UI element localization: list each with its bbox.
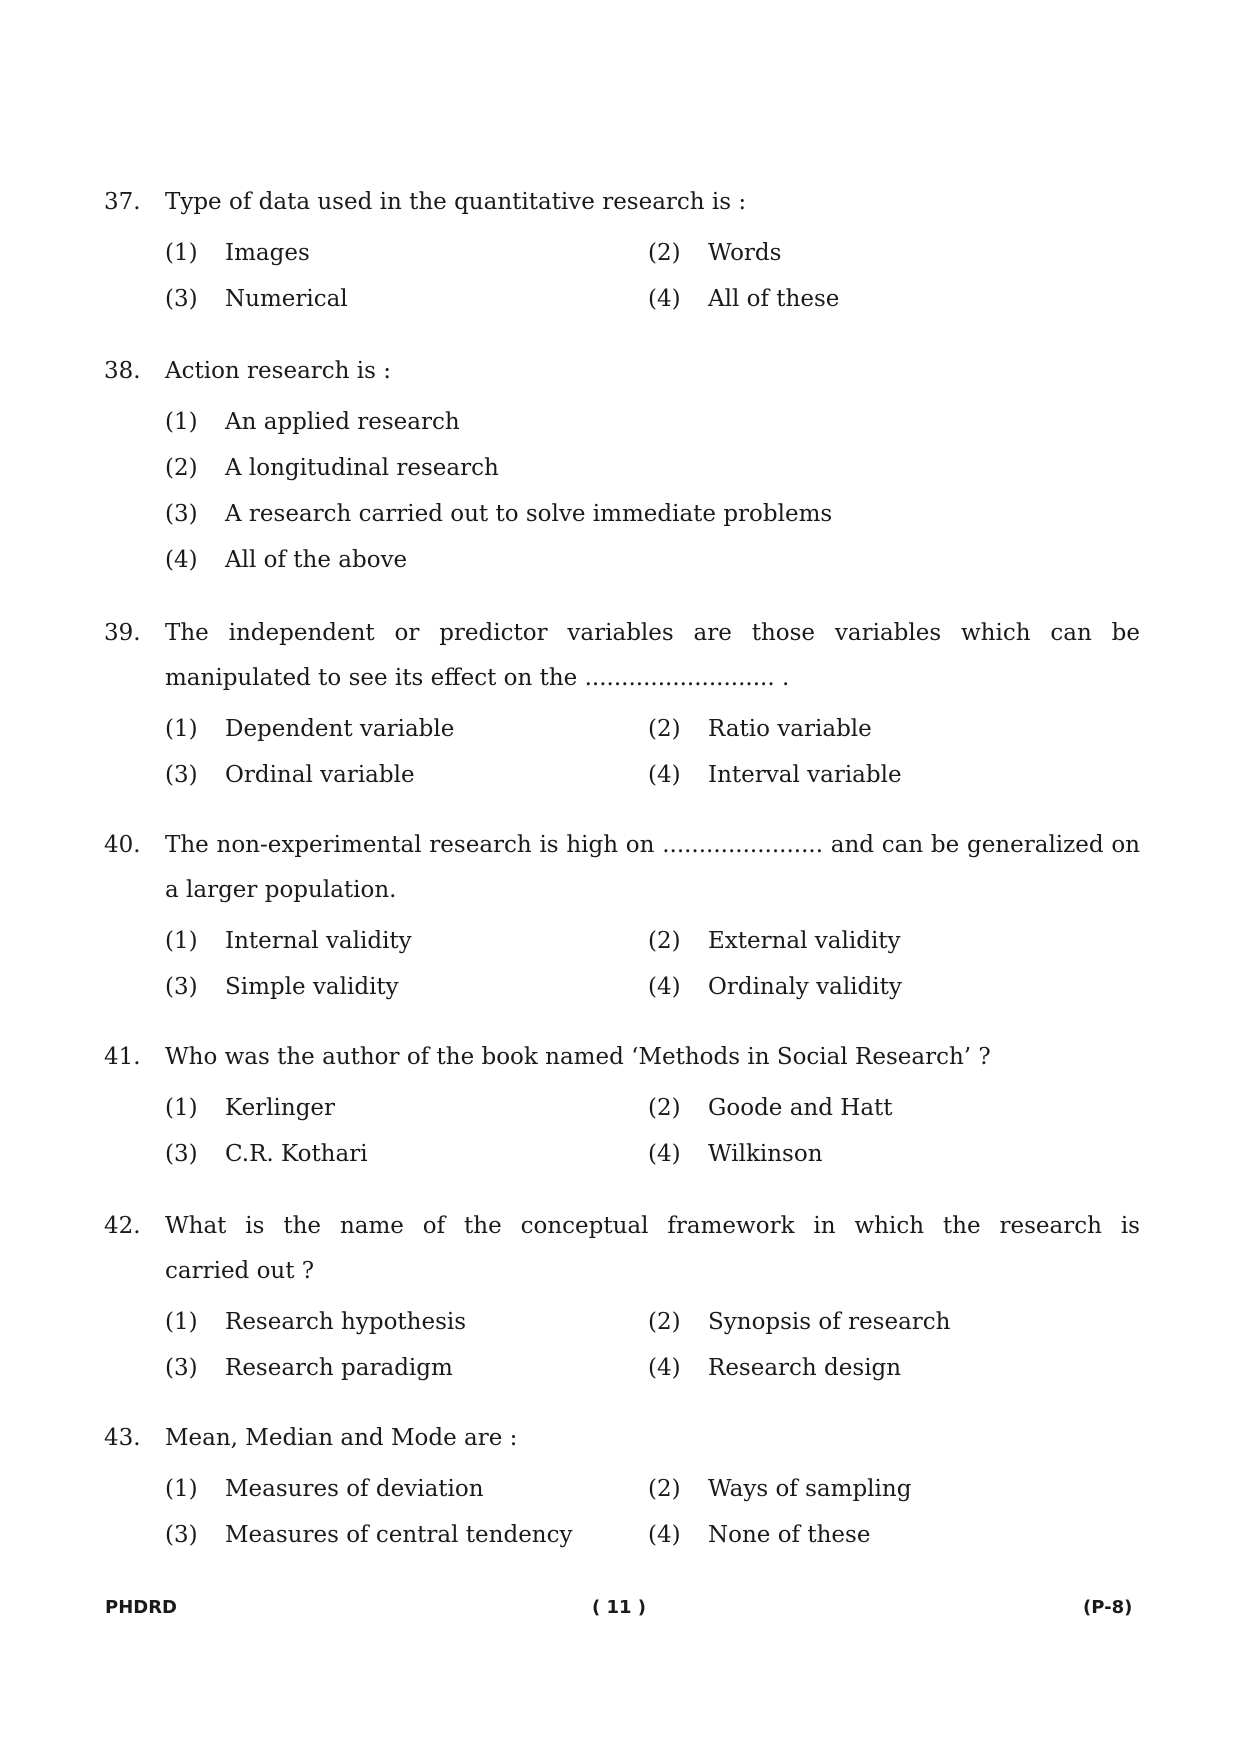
option-text: Ordinal variable <box>225 762 415 788</box>
option-number: (3) <box>165 1141 198 1167</box>
question-37 <box>0 180 1241 312</box>
option-number: (4) <box>648 1141 681 1167</box>
option-text: Ratio variable <box>708 716 872 742</box>
option-number: (2) <box>165 455 198 481</box>
question-text-line-1: The non-experimental research is high on ...................... and can be generalized on <box>165 832 1140 858</box>
footer-code: PHDRD <box>105 1597 177 1618</box>
question-text-line-2: a larger population. <box>165 877 397 903</box>
option-number: (2) <box>648 240 681 266</box>
option-text: Interval variable <box>708 762 902 788</box>
option-number: (1) <box>165 1095 198 1121</box>
option-text: An applied research <box>225 409 460 435</box>
option-text: Words <box>708 240 782 266</box>
option-text: Research hypothesis <box>225 1309 467 1335</box>
option-number: (4) <box>648 974 681 1000</box>
option-number: (1) <box>165 716 198 742</box>
option-text: Wilkinson <box>708 1141 823 1167</box>
option-text: All of these <box>708 286 840 312</box>
option-text: External validity <box>708 928 901 954</box>
question-number: 43. <box>104 1425 141 1451</box>
option-number: (2) <box>648 1309 681 1335</box>
option-number: (2) <box>648 928 681 954</box>
option-number: (3) <box>165 974 198 1000</box>
question-number: 38. <box>104 358 141 384</box>
question-43 <box>0 1416 1241 1548</box>
option-text: C.R. Kothari <box>225 1141 368 1167</box>
question-number: 42. <box>104 1213 141 1239</box>
option-text: Simple validity <box>225 974 399 1000</box>
option-number: (1) <box>165 1476 198 1502</box>
question-text: Action research is : <box>165 358 392 384</box>
option-number: (4) <box>648 286 681 312</box>
option-text: None of these <box>708 1522 871 1548</box>
option-text: Synopsis of research <box>708 1309 951 1335</box>
option-number: (1) <box>165 240 198 266</box>
option-number: (1) <box>165 1309 198 1335</box>
question-text: Who was the author of the book named ‘Methods in Social Research’ ? <box>165 1044 991 1070</box>
question-text: Type of data used in the quantitative research is : <box>165 189 747 215</box>
option-number: (4) <box>165 547 198 573</box>
option-text: Goode and Hatt <box>708 1095 893 1121</box>
option-text: Research paradigm <box>225 1355 453 1381</box>
question-number: 39. <box>104 620 141 646</box>
footer-set-code: (P-8) <box>1083 1597 1133 1618</box>
question-text-line-2: manipulated to see its effect on the .......................... . <box>165 665 790 691</box>
option-number: (1) <box>165 928 198 954</box>
option-number: (3) <box>165 762 198 788</box>
question-text-line-2: carried out ? <box>165 1258 315 1284</box>
option-text: Dependent variable <box>225 716 455 742</box>
option-number: (4) <box>648 1355 681 1381</box>
question-40 <box>0 823 1241 1000</box>
option-number: (4) <box>648 762 681 788</box>
option-text: A longitudinal research <box>225 455 499 481</box>
question-number: 37. <box>104 189 141 215</box>
option-text: Images <box>225 240 310 266</box>
option-text: All of the above <box>225 547 408 573</box>
question-text: Mean, Median and Mode are : <box>165 1425 518 1451</box>
question-text-line-1: The independent or predictor variables are those variables which can be <box>165 620 1140 646</box>
question-number: 40. <box>104 832 141 858</box>
option-number: (2) <box>648 1476 681 1502</box>
option-text: Kerlinger <box>225 1095 336 1121</box>
option-number: (2) <box>648 1095 681 1121</box>
option-text: A research carried out to solve immediate problems <box>225 501 833 527</box>
question-38 <box>0 349 1241 573</box>
option-number: (3) <box>165 1522 198 1548</box>
page-number: ( 11 ) <box>592 1597 647 1618</box>
option-text: Internal validity <box>225 928 412 954</box>
option-number: (3) <box>165 1355 198 1381</box>
question-number: 41. <box>104 1044 141 1070</box>
option-text: Ways of sampling <box>708 1476 912 1502</box>
option-number: (4) <box>648 1522 681 1548</box>
option-text: Measures of deviation <box>225 1476 484 1502</box>
option-number: (2) <box>648 716 681 742</box>
question-39 <box>0 611 1241 788</box>
option-number: (3) <box>165 286 198 312</box>
option-text: Numerical <box>225 286 348 312</box>
option-text: Ordinaly validity <box>708 974 902 1000</box>
option-number: (1) <box>165 409 198 435</box>
option-text: Measures of central tendency <box>225 1522 573 1548</box>
question-42 <box>0 1204 1241 1381</box>
question-41 <box>0 1035 1241 1167</box>
question-text-line-1: What is the name of the conceptual framework in which the research is <box>165 1213 1140 1239</box>
option-number: (3) <box>165 501 198 527</box>
option-text: Research design <box>708 1355 902 1381</box>
